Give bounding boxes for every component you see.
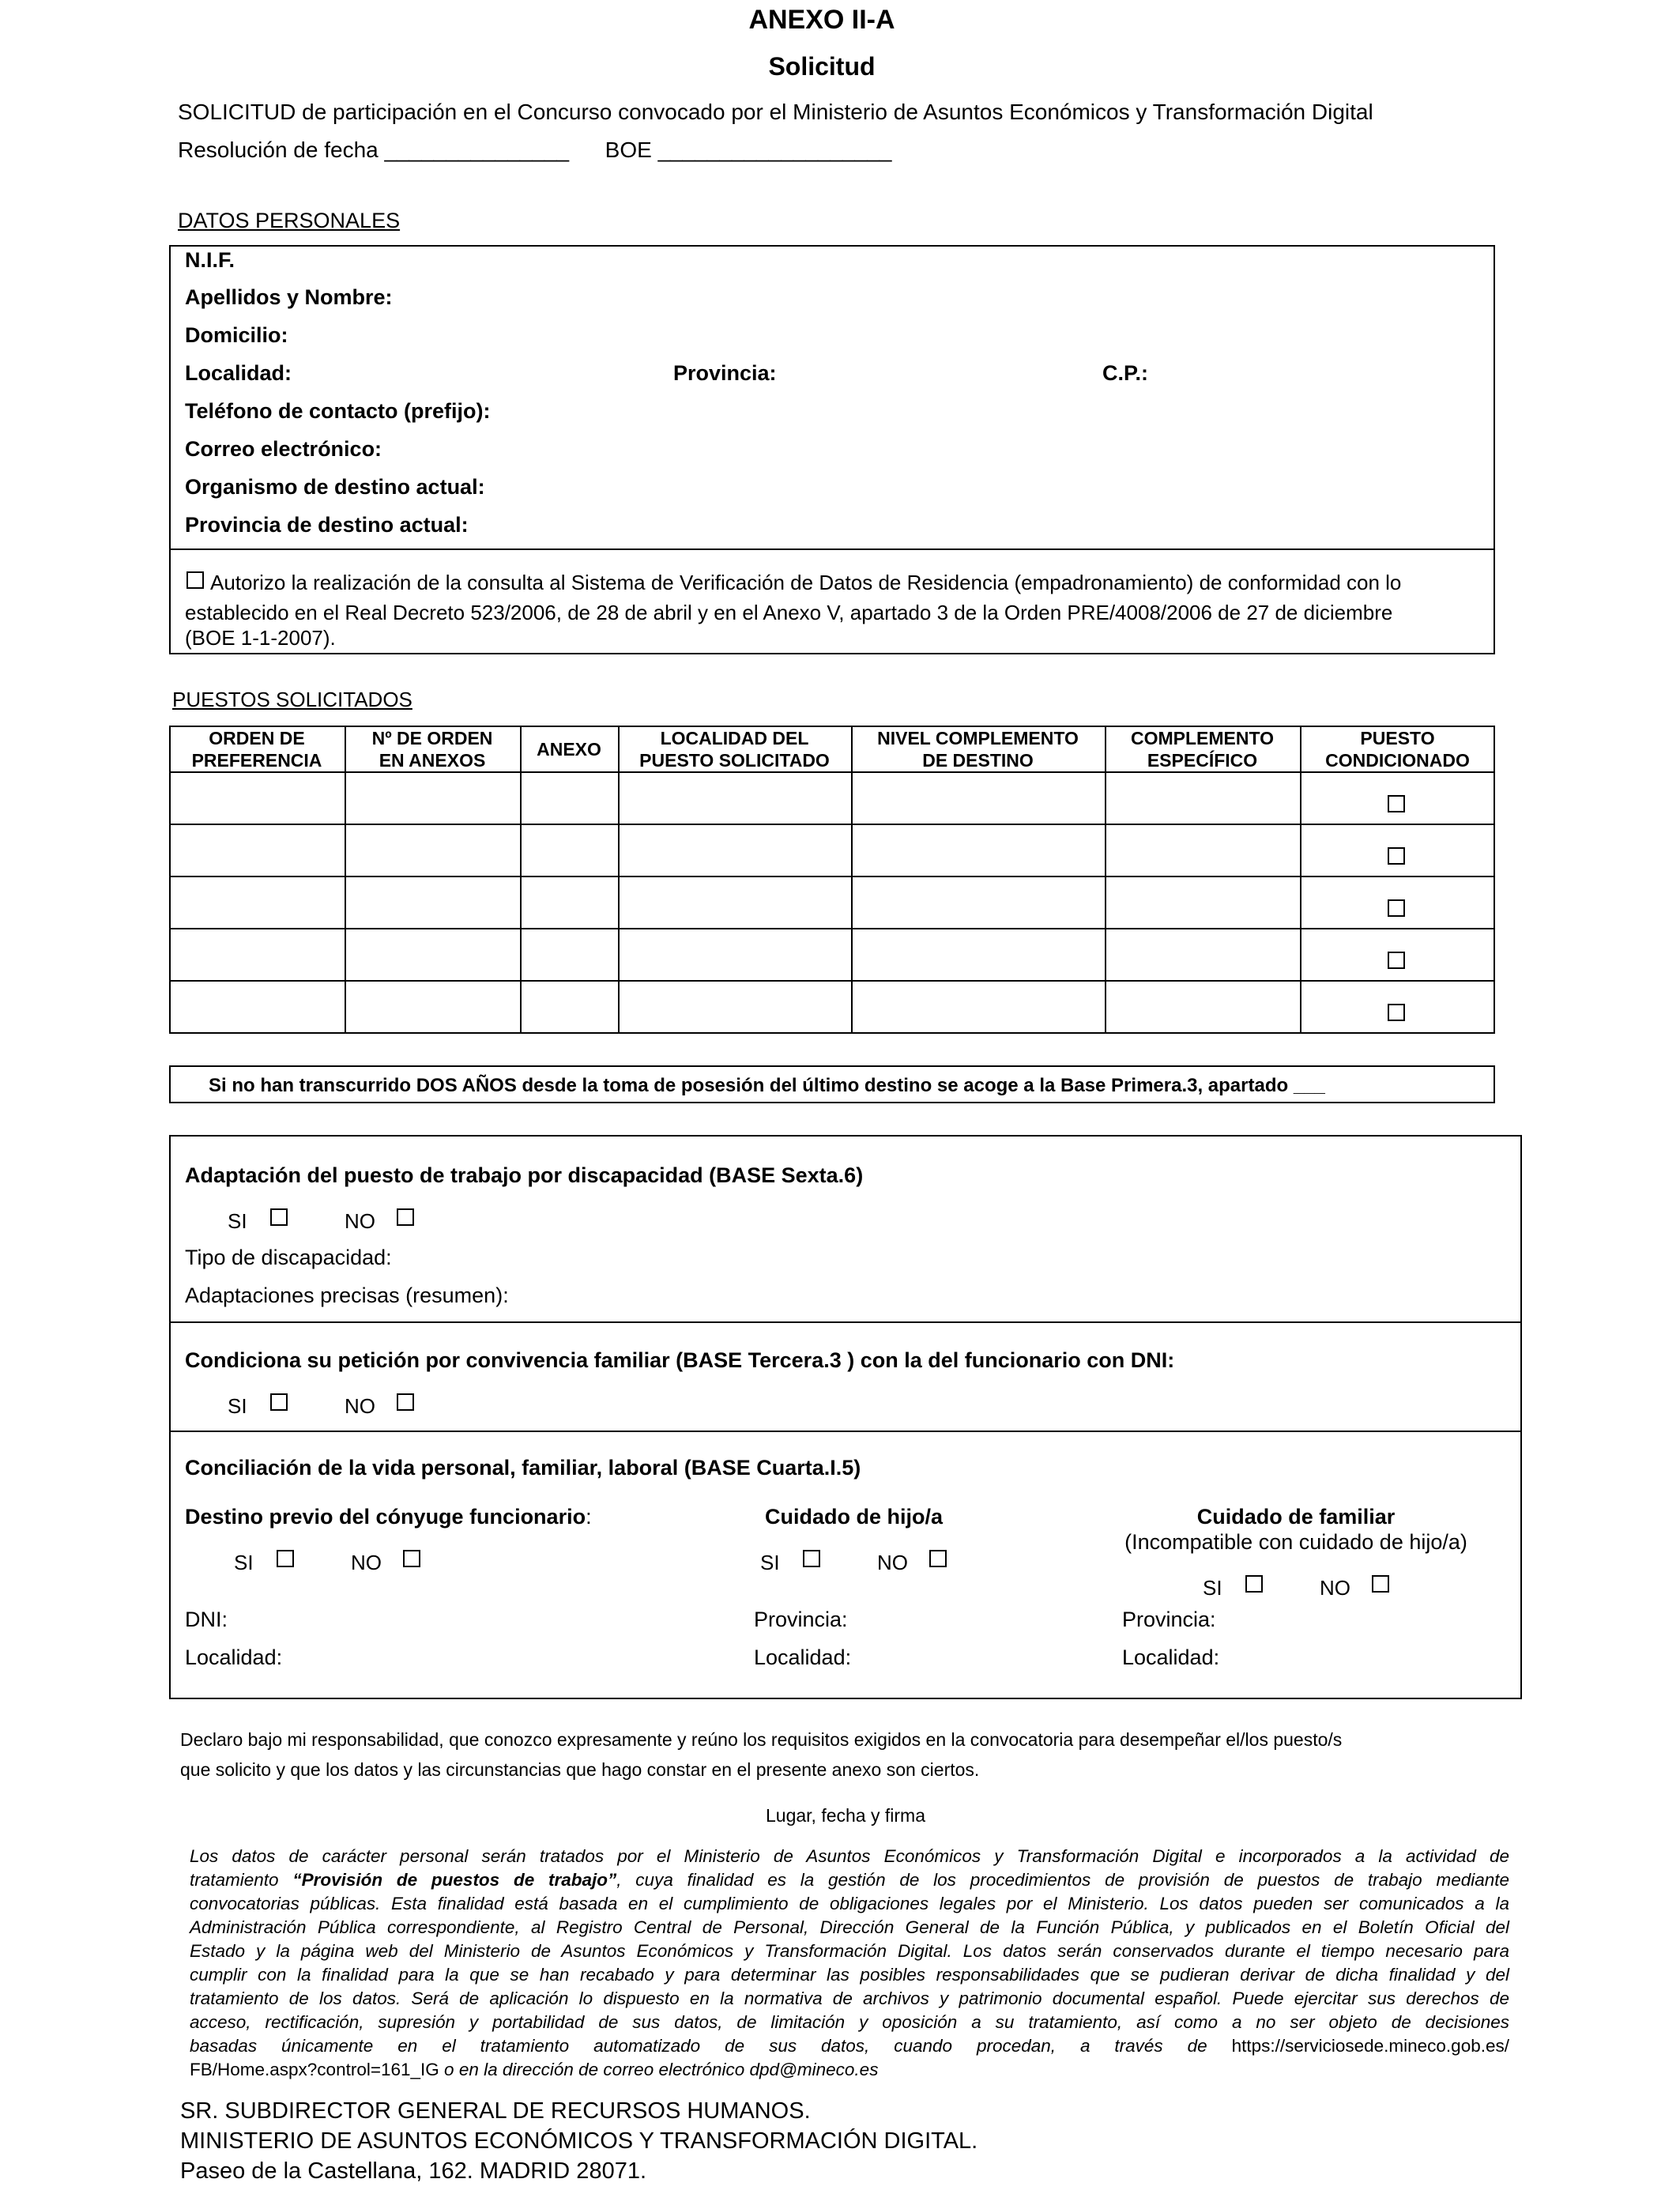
- disability-type-field[interactable]: Tipo de discapacidad:: [185, 1246, 392, 1269]
- consent-text-line2: establecido en el Real Decreto 523/2006, de 28 de abril y en el Anexo V, apartado 3 de la Orden PRE/4008/2006 de 27 de diciembre: [185, 601, 1393, 624]
- nif-field[interactable]: N.I.F.: [185, 248, 235, 272]
- spouse-locality-field[interactable]: Localidad:: [185, 1646, 283, 1669]
- email-field[interactable]: Correo electrónico:: [185, 437, 382, 461]
- two-years-text: Si no han transcurrido DOS AÑOS desde la toma de posesión del último destino se acoge a la Base Primera.3, apartado ___: [209, 1075, 1325, 1096]
- phone-field[interactable]: Teléfono de contacto (prefijo):: [185, 399, 491, 423]
- sede-link[interactable]: https://serviciosede.mineco.gob.es/: [1231, 2036, 1509, 2056]
- col-header-specific: COMPLEMENTO ESPECÍFICO: [1130, 728, 1275, 771]
- spouse-dni-field[interactable]: DNI:: [185, 1608, 228, 1631]
- current-province-field[interactable]: Provincia de destino actual:: [185, 513, 469, 537]
- conditioned-checkbox-row4[interactable]: [1388, 952, 1405, 969]
- addressee-line3: Paseo de la Castellana, 162. MADRID 28071.: [180, 2158, 647, 2184]
- conciliation-title: Conciliación de la vida personal, familiar, laboral (BASE Cuarta.I.5): [185, 1456, 861, 1480]
- family-no-checkbox[interactable]: [1372, 1575, 1389, 1593]
- addressee-line2: MINISTERIO DE ASUNTOS ECONÓMICOS Y TRANSFORMACIÓN DIGITAL.: [180, 2128, 978, 2154]
- family-locality-field[interactable]: Localidad:: [1122, 1646, 1220, 1669]
- personal-data-divider: [169, 548, 1495, 550]
- boe-label: BOE: [605, 138, 652, 162]
- adaptations-field[interactable]: Adaptaciones precisas (resumen):: [185, 1284, 509, 1307]
- current-org-field[interactable]: Organismo de destino actual:: [185, 475, 485, 499]
- child-province-field[interactable]: Provincia:: [754, 1608, 848, 1631]
- locality-field[interactable]: Localidad:: [185, 361, 292, 385]
- col-header-preference: ORDEN DE PREFERENCIA: [191, 728, 322, 771]
- child-locality-field[interactable]: Localidad:: [754, 1646, 852, 1669]
- cohabitation-si-label: SI: [228, 1394, 247, 1418]
- declaration-line1: Declaro bajo mi responsabilidad, que conozco expresamente y reúno los requisitos exigidos en la convocatoria para desempeñar el/los puesto/s: [180, 1729, 1343, 1750]
- positions-heading: PUESTOS SOLICITADOS: [172, 688, 412, 711]
- annex-title: ANEXO II-A: [748, 5, 895, 35]
- consent-checkbox[interactable]: [186, 571, 204, 589]
- child-si-label: SI: [760, 1551, 780, 1574]
- intro-text: SOLICITUD de participación en el Concurso convocado por el Ministerio de Asuntos Económicos y Transformación Digital: [178, 100, 1373, 124]
- spouse-si-label: SI: [234, 1551, 254, 1574]
- cohabitation-si-checkbox[interactable]: [270, 1393, 288, 1411]
- col-header-order-number: Nº DE ORDEN EN ANEXOS: [371, 728, 493, 771]
- col-header-level: NIVEL COMPLEMENTO DE DESTINO: [877, 728, 1079, 771]
- adaptation-title: Adaptación del puesto de trabajo por discapacidad (BASE Sexta.6): [185, 1163, 864, 1187]
- family-province-field[interactable]: Provincia:: [1122, 1608, 1216, 1631]
- privacy-notice: Los datos de carácter personal serán tratados por el Ministerio de Asuntos Económicos y Transformación Digital e incorporados a la actividad de tratamiento “Provisión de puestos de trabajo”, cuya finalidad es la gestión de los procedimientos de provisión de puestos de trabajo mediante convocatorias públicas. Esta finalidad está basada en el cumplimiento de obligaciones legales por el Ministerio. Los datos pueden ser comunicados a la Administración Pública correspondiente, al Registro Central de Personal, Dirección General de la Función Pública, y publicados en el Boletín Oficial del Estado y la página web del Ministerio de Asuntos Económicos y Transformación Digital. Los datos serán conservados durante el tiempo necesario para cumplir con la finalidad para la que se han recabado y para determinar las posibles responsabilidades que se pudieran derivar de dicha finalidad y del tratamiento de los datos. Será de aplicación lo dispuesto en la normativa de archivos y patrimonio documental español. Puede ejercitar sus derechos de acceso, rectificación, supresión y portabilidad de sus datos, de limitación y oposición a su tratamiento, así como a no ser objeto de decisiones basadas únicamente en el tratamiento automatizado de sus datos, cuando procedan, a través de https://serviciosede.mineco.gob.es/ FB/Home.aspx?control=161_IG o en la dirección de correo electrónico dpd@mineco.es: [190, 1846, 1510, 2079]
- child-no-checkbox[interactable]: [929, 1550, 947, 1567]
- conditioned-checkbox-row2[interactable]: [1388, 847, 1405, 865]
- postal-code-field[interactable]: C.P.:: [1102, 361, 1149, 385]
- boe-field[interactable]: ___________________: [657, 138, 892, 162]
- adaptation-si-label: SI: [228, 1209, 247, 1233]
- conditioned-checkbox-row1[interactable]: [1388, 795, 1405, 812]
- child-care-title: Cuidado de hijo/a: [765, 1505, 944, 1529]
- address-field[interactable]: Domicilio:: [185, 323, 288, 347]
- col-header-locality: LOCALIDAD DEL PUESTO SOLICITADO: [639, 728, 830, 771]
- conditioned-checkbox-row5[interactable]: [1388, 1004, 1405, 1021]
- spouse-si-checkbox[interactable]: [277, 1550, 294, 1567]
- spouse-title: Destino previo del cónyuge funcionario:: [185, 1505, 592, 1529]
- family-care-subtitle: (Incompatible con cuidado de hijo/a): [1124, 1530, 1467, 1554]
- consent-text-line3: (BOE 1-1-2007).: [185, 626, 336, 650]
- page-title: Solicitud: [768, 52, 876, 81]
- adaptation-no-checkbox[interactable]: [397, 1208, 414, 1226]
- resolution-date-field[interactable]: _______________: [384, 138, 570, 162]
- col-header-annex: ANEXO: [537, 739, 601, 760]
- family-care-title: Cuidado de familiar: [1196, 1505, 1396, 1529]
- cohabitation-no-label: NO: [345, 1394, 375, 1418]
- declaration-line2: que solicito y que los datos y las circunstancias que hago constar en el presente anexo son ciertos.: [180, 1759, 980, 1780]
- adaptation-no-label: NO: [345, 1209, 375, 1233]
- addressee-block: [180, 2096, 977, 2186]
- family-si-label: SI: [1203, 1576, 1222, 1600]
- spouse-no-checkbox[interactable]: [403, 1550, 420, 1567]
- sede-link-cont[interactable]: FB/Home.aspx?control=161_IG: [190, 2060, 439, 2079]
- child-si-checkbox[interactable]: [803, 1550, 820, 1567]
- family-no-label: NO: [1320, 1576, 1350, 1600]
- conditioned-checkbox-row3[interactable]: [1388, 899, 1405, 917]
- addressee-line1: SR. SUBDIRECTOR GENERAL DE RECURSOS HUMANOS.: [180, 2098, 811, 2124]
- family-si-checkbox[interactable]: [1245, 1575, 1263, 1593]
- consent-text-line1: Autorizo la realización de la consulta al Sistema de Verificación de Datos de Residencia (empadronamiento) de conformidad con lo: [210, 571, 1402, 594]
- resolution-line: [178, 138, 891, 163]
- name-field[interactable]: Apellidos y Nombre:: [185, 285, 393, 309]
- col-header-conditioned: PUESTO CONDICIONADO: [1325, 728, 1470, 771]
- cohabitation-no-checkbox[interactable]: [397, 1393, 414, 1411]
- child-no-label: NO: [877, 1551, 908, 1574]
- province-field[interactable]: Provincia:: [673, 361, 777, 385]
- adaptation-si-checkbox[interactable]: [270, 1208, 288, 1226]
- personal-data-heading: DATOS PERSONALES: [178, 209, 401, 232]
- signature-label: Lugar, fecha y firma: [766, 1805, 925, 1826]
- resolution-label: Resolución de fecha: [178, 138, 379, 162]
- spouse-no-label: NO: [351, 1551, 382, 1574]
- cohabitation-title: Condiciona su petición por convivencia familiar (BASE Tercera.3 ) con la del funcionario con DNI:: [185, 1348, 1175, 1372]
